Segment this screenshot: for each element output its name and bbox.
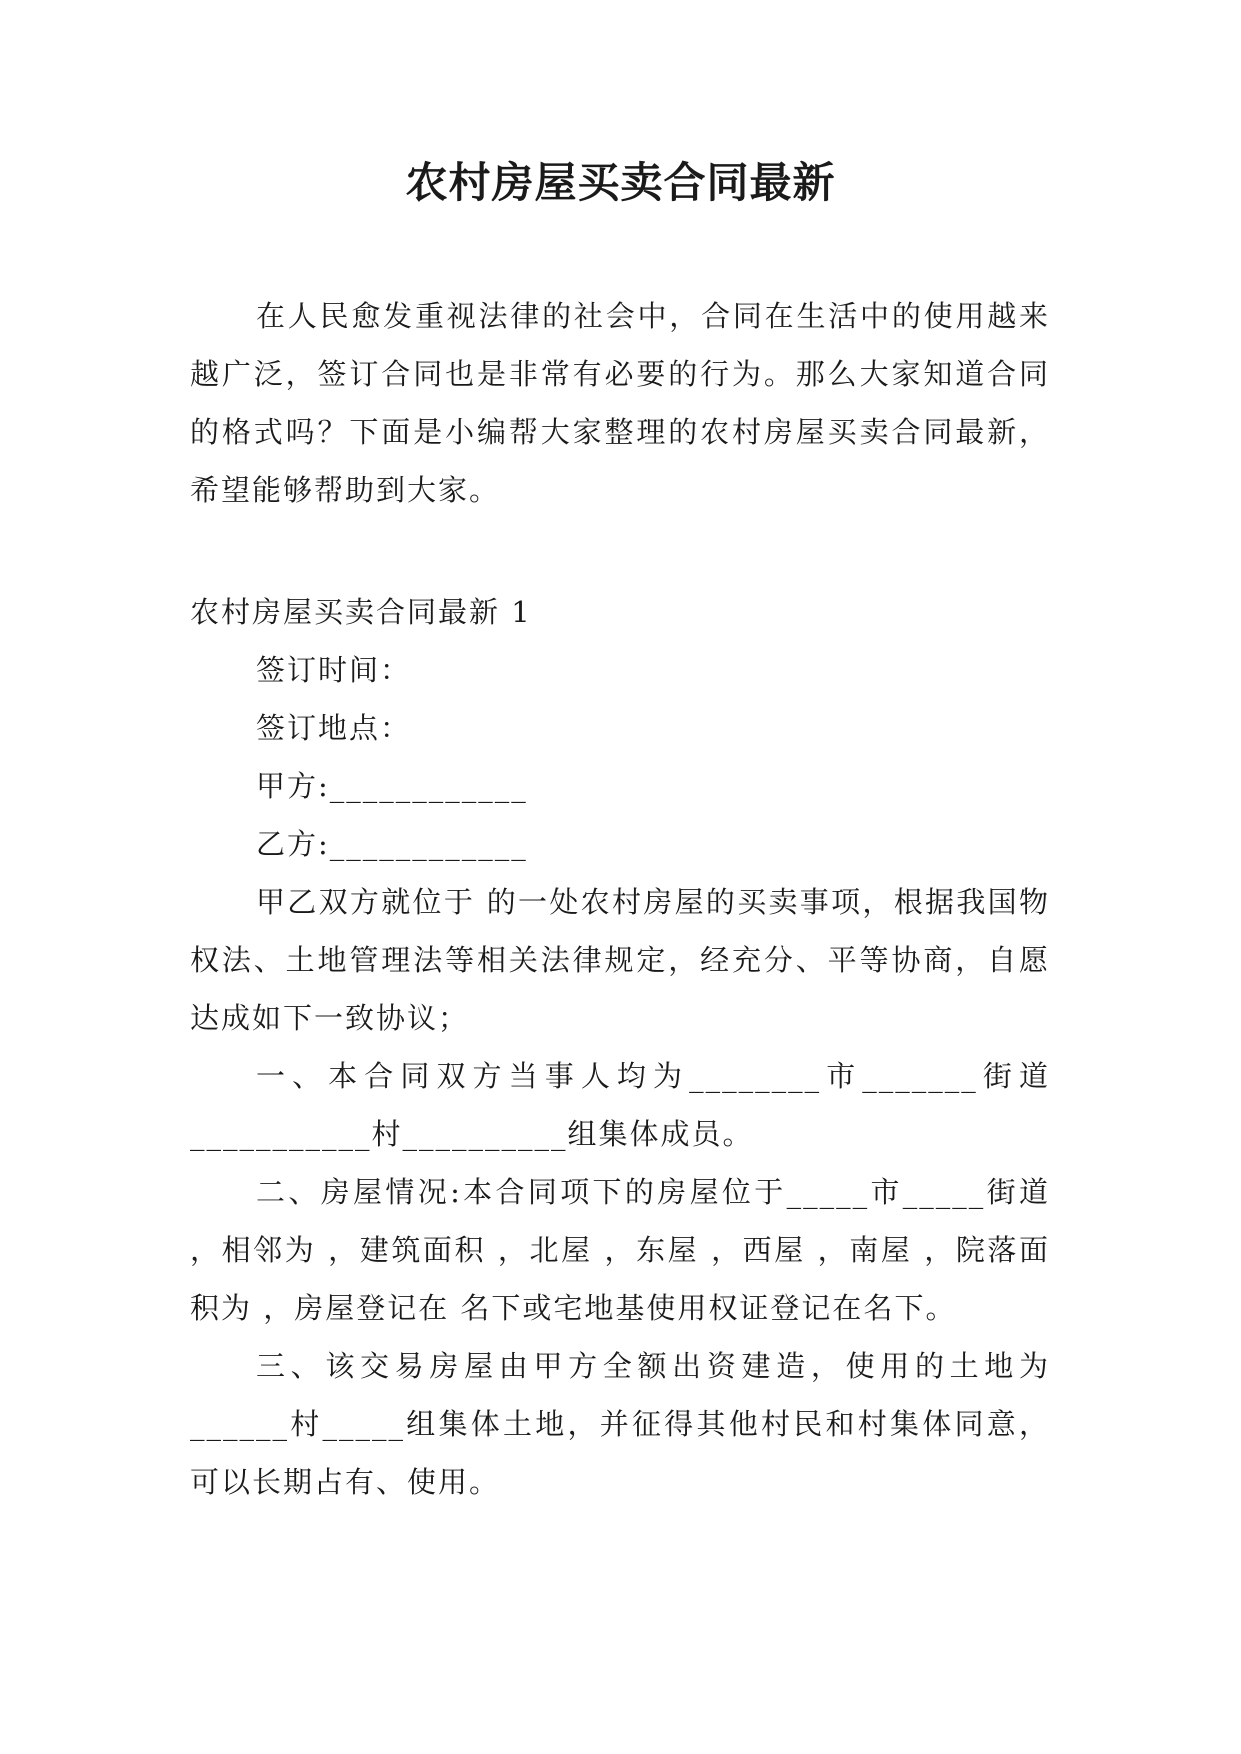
party-b-field: 乙方:____________ — [256, 827, 528, 861]
section-heading: 农村房屋买卖合同最新 1 — [190, 595, 532, 629]
document-title: 农村房屋买卖合同最新 — [405, 158, 836, 207]
sign-place-field: 签订地点： — [256, 711, 412, 745]
party-a-field: 甲方:____________ — [256, 769, 528, 803]
clause-1-paragraph: 一、本合同双方当事人均为________市_______街道___________村__________组集体成员。 — [190, 1059, 1050, 1151]
intro-block — [190, 287, 1050, 519]
sign-time-field: 签订时间： — [256, 653, 412, 687]
clause-3-paragraph: 三、该交易房屋由甲方全额出资建造，使用的土地为______村_____组集体土地，并征得其他村民和村集体同意，可以长期占有、使用。 — [190, 1349, 1050, 1499]
intro-paragraph: 在人民愈发重视法律的社会中，合同在生活中的使用越来越广泛，签订合同也是非常有必要的行为。那么大家知道合同的格式吗？下面是小编帮大家整理的农村房屋买卖合同最新，希望能够帮助到大家。 — [190, 299, 1050, 507]
clause-2-paragraph: 二、房屋情况:本合同项下的房屋位于_____市_____街道 ，相邻为 ，建筑面积 ，北屋 ，东屋 ，西屋 ，南屋 ，院落面积为 ，房屋登记在 名下或宅地基使用权证登记在名下。 — [190, 1175, 1050, 1325]
contract-section — [190, 583, 1050, 1511]
preamble-paragraph: 甲乙双方就位于 的一处农村房屋的买卖事项，根据我国物权法、土地管理法等相关法律规定，经充分、平等协商，自愿达成如下一致协议； — [190, 885, 1050, 1035]
